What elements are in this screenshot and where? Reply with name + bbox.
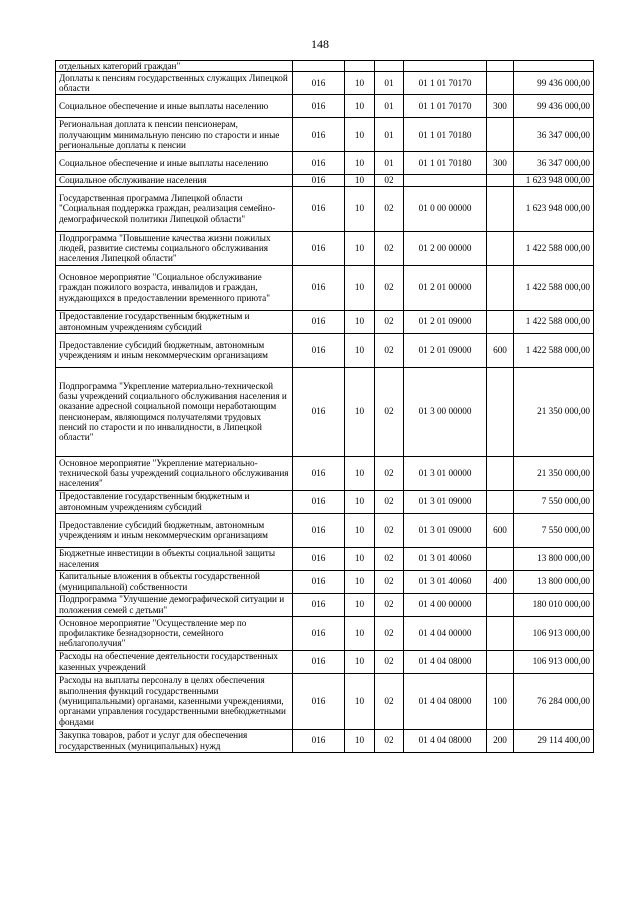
table-row <box>56 118 594 152</box>
row-amount-cell: 21 350 000,00 <box>514 367 594 456</box>
row-cs-cell: 01 3 01 09000 <box>404 513 487 547</box>
table-row <box>56 616 594 650</box>
row-gr-cell: 016 <box>293 593 345 616</box>
row-name-cell: Расходы на выплаты персоналу в целях обеспечения выполнения функций государственными (муниципальными) органами, казенными учреждениями, органами управления государственными внебюджетными фондами <box>56 673 293 729</box>
row-gr-cell: 016 <box>293 152 345 175</box>
row-gr-cell: 016 <box>293 72 345 95</box>
row-amount-cell: 1 422 588 000,00 <box>514 333 594 367</box>
row-rz-cell: 10 <box>345 231 375 265</box>
row-name-cell: Социальное обслуживание населения <box>56 175 293 186</box>
row-gr-cell: 016 <box>293 367 345 456</box>
row-cs-cell: 01 3 00 00000 <box>404 367 487 456</box>
budget-table <box>55 60 594 753</box>
row-amount-cell: 13 800 000,00 <box>514 547 594 570</box>
row-cs-cell: 01 4 04 00000 <box>404 616 487 650</box>
row-gr-cell: 016 <box>293 547 345 570</box>
table-row <box>56 310 594 333</box>
row-name-cell: Социальное обеспечение и иные выплаты населению <box>56 152 293 175</box>
row-vr-cell: 100 <box>487 673 514 729</box>
table-row <box>56 333 594 367</box>
row-pr-cell: 01 <box>375 95 404 118</box>
row-amount-cell: 1 623 948 000,00 <box>514 186 594 231</box>
row-rz-cell <box>345 61 375 72</box>
row-rz-cell: 10 <box>345 333 375 367</box>
row-gr-cell: 016 <box>293 310 345 333</box>
row-amount-cell: 99 436 000,00 <box>514 95 594 118</box>
row-vr-cell <box>487 310 514 333</box>
row-gr-cell: 016 <box>293 673 345 729</box>
row-vr-cell <box>487 593 514 616</box>
table-row <box>56 547 594 570</box>
row-pr-cell: 02 <box>375 650 404 673</box>
table-row <box>56 265 594 310</box>
table-row <box>56 673 594 729</box>
row-name-cell: Подпрограмма "Укрепление материально-технической базы учреждений социального обслуживания населения и оказание адресной социальной помощи неработающим пенсионерам, являющимся получателями трудовых пенсий по старости и по инвалидности, в Липецкой области" <box>56 367 293 456</box>
row-rz-cell: 10 <box>345 490 375 513</box>
row-name-cell: Расходы на обеспечение деятельности государственных казенных учреждений <box>56 650 293 673</box>
row-cs-cell: 01 1 01 70180 <box>404 118 487 152</box>
table-row <box>56 61 594 72</box>
row-name-cell: Подпрограмма "Повышение качества жизни пожилых людей, развитие системы социального обслуживания населения Липецкой области" <box>56 231 293 265</box>
row-rz-cell: 10 <box>345 616 375 650</box>
row-amount-cell: 7 550 000,00 <box>514 513 594 547</box>
row-vr-cell: 600 <box>487 333 514 367</box>
row-pr-cell: 02 <box>375 593 404 616</box>
row-rz-cell: 10 <box>345 118 375 152</box>
row-rz-cell: 10 <box>345 513 375 547</box>
row-amount-cell: 13 800 000,00 <box>514 570 594 593</box>
row-rz-cell: 10 <box>345 72 375 95</box>
page-number: 148 <box>311 37 329 51</box>
row-name-cell: Подпрограмма "Улучшение демографической ситуации и положения семей с детьми" <box>56 593 293 616</box>
row-rz-cell: 10 <box>345 95 375 118</box>
row-gr-cell: 016 <box>293 95 345 118</box>
table-row <box>56 367 594 456</box>
row-pr-cell: 02 <box>375 570 404 593</box>
row-vr-cell <box>487 118 514 152</box>
row-gr-cell: 016 <box>293 118 345 152</box>
row-pr-cell: 02 <box>375 456 404 490</box>
table-row <box>56 456 594 490</box>
row-pr-cell: 01 <box>375 118 404 152</box>
row-vr-cell: 400 <box>487 570 514 593</box>
row-gr-cell: 016 <box>293 175 345 186</box>
row-rz-cell: 10 <box>345 186 375 231</box>
row-cs-cell: 01 1 01 70170 <box>404 95 487 118</box>
row-cs-cell: 01 3 01 40060 <box>404 570 487 593</box>
row-amount-cell: 7 550 000,00 <box>514 490 594 513</box>
table-row <box>56 570 594 593</box>
row-name-cell: Предоставление государственным бюджетным и автономным учреждениям субсидий <box>56 490 293 513</box>
row-pr-cell: 02 <box>375 265 404 310</box>
row-rz-cell: 10 <box>345 175 375 186</box>
row-vr-cell: 600 <box>487 513 514 547</box>
row-cs-cell: 01 1 01 70180 <box>404 152 487 175</box>
row-rz-cell: 10 <box>345 570 375 593</box>
row-name-cell: Доплаты к пенсиям государственных служащих Липецкой области <box>56 72 293 95</box>
row-pr-cell <box>375 61 404 72</box>
row-gr-cell <box>293 61 345 72</box>
row-cs-cell: 01 0 00 00000 <box>404 186 487 231</box>
row-vr-cell <box>487 265 514 310</box>
row-rz-cell: 10 <box>345 265 375 310</box>
table-row <box>56 490 594 513</box>
row-rz-cell: 10 <box>345 547 375 570</box>
row-cs-cell <box>404 175 487 186</box>
row-pr-cell: 02 <box>375 186 404 231</box>
row-name-cell: Закупка товаров, работ и услуг для обеспечения государственных (муниципальных) нужд <box>56 729 293 752</box>
row-vr-cell <box>487 547 514 570</box>
row-amount-cell: 21 350 000,00 <box>514 456 594 490</box>
row-vr-cell: 300 <box>487 152 514 175</box>
row-rz-cell: 10 <box>345 650 375 673</box>
row-name-cell: Основное мероприятие "Социальное обслуживание граждан пожилого возраста, инвалидов и граждан, нуждающихся в предоставлении временного приюта" <box>56 265 293 310</box>
table-row <box>56 175 594 186</box>
row-amount-cell: 99 436 000,00 <box>514 72 594 95</box>
row-rz-cell: 10 <box>345 456 375 490</box>
row-gr-cell: 016 <box>293 231 345 265</box>
table-row <box>56 650 594 673</box>
row-pr-cell: 02 <box>375 513 404 547</box>
row-rz-cell: 10 <box>345 310 375 333</box>
row-pr-cell: 02 <box>375 175 404 186</box>
table-row <box>56 593 594 616</box>
row-pr-cell: 02 <box>375 673 404 729</box>
row-amount-cell: 36 347 000,00 <box>514 118 594 152</box>
row-amount-cell: 76 284 000,00 <box>514 673 594 729</box>
row-pr-cell: 02 <box>375 310 404 333</box>
row-cs-cell: 01 2 00 00000 <box>404 231 487 265</box>
row-cs-cell: 01 3 01 40060 <box>404 547 487 570</box>
row-cs-cell: 01 2 01 09000 <box>404 333 487 367</box>
row-name-cell: Предоставление субсидий бюджетным, автономным учреждениям и иным некоммерческим организациям <box>56 333 293 367</box>
row-vr-cell: 200 <box>487 729 514 752</box>
row-name-cell: Предоставление государственным бюджетным и автономным учреждениям субсидий <box>56 310 293 333</box>
table-row <box>56 231 594 265</box>
row-amount-cell: 29 114 400,00 <box>514 729 594 752</box>
row-pr-cell: 01 <box>375 152 404 175</box>
row-vr-cell <box>487 72 514 95</box>
row-pr-cell: 02 <box>375 367 404 456</box>
row-cs-cell: 01 4 04 08000 <box>404 673 487 729</box>
row-gr-cell: 016 <box>293 570 345 593</box>
row-amount-cell: 1 623 948 000,00 <box>514 175 594 186</box>
row-name-cell: Капитальные вложения в объекты государственной (муниципальной) собственности <box>56 570 293 593</box>
row-gr-cell: 016 <box>293 456 345 490</box>
row-name-cell: Предоставление субсидий бюджетным, автономным учреждениям и иным некоммерческим организациям <box>56 513 293 547</box>
row-cs-cell: 01 4 04 08000 <box>404 729 487 752</box>
row-amount-cell: 36 347 000,00 <box>514 152 594 175</box>
row-gr-cell: 016 <box>293 490 345 513</box>
row-cs-cell: 01 4 00 00000 <box>404 593 487 616</box>
row-pr-cell: 02 <box>375 616 404 650</box>
table-row <box>56 186 594 231</box>
row-cs-cell: 01 2 01 00000 <box>404 265 487 310</box>
row-vr-cell <box>487 616 514 650</box>
row-name-cell: отдельных категорий граждан" <box>56 61 293 72</box>
row-cs-cell <box>404 61 487 72</box>
row-cs-cell: 01 4 04 08000 <box>404 650 487 673</box>
row-name-cell: Социальное обеспечение и иные выплаты населению <box>56 95 293 118</box>
row-rz-cell: 10 <box>345 729 375 752</box>
row-pr-cell: 02 <box>375 333 404 367</box>
row-name-cell: Региональная доплата к пенсии пенсионерам, получающим минимальную пенсию по старости и иные региональные доплаты к пенсии <box>56 118 293 152</box>
row-vr-cell <box>487 61 514 72</box>
row-rz-cell: 10 <box>345 673 375 729</box>
table-row <box>56 72 594 95</box>
row-name-cell: Бюджетные инвестиции в объекты социальной защиты населения <box>56 547 293 570</box>
row-rz-cell: 10 <box>345 152 375 175</box>
row-amount-cell: 1 422 588 000,00 <box>514 310 594 333</box>
row-pr-cell: 01 <box>375 72 404 95</box>
row-amount-cell: 106 913 000,00 <box>514 616 594 650</box>
row-pr-cell: 02 <box>375 490 404 513</box>
budget-table-body <box>56 61 594 753</box>
row-name-cell: Государственная программа Липецкой области "Социальная поддержка граждан, реализация семейно-демографической политики Липецкой области" <box>56 186 293 231</box>
row-gr-cell: 016 <box>293 513 345 547</box>
row-amount-cell: 180 010 000,00 <box>514 593 594 616</box>
table-row <box>56 95 594 118</box>
row-name-cell: Основное мероприятие "Осуществление мер по профилактике безнадзорности, семейного неблагополучия" <box>56 616 293 650</box>
row-gr-cell: 016 <box>293 186 345 231</box>
row-amount-cell: 1 422 588 000,00 <box>514 231 594 265</box>
row-vr-cell <box>487 650 514 673</box>
row-rz-cell: 10 <box>345 367 375 456</box>
row-vr-cell <box>487 367 514 456</box>
table-row <box>56 152 594 175</box>
row-vr-cell: 300 <box>487 95 514 118</box>
row-cs-cell: 01 3 01 00000 <box>404 456 487 490</box>
row-amount-cell: 1 422 588 000,00 <box>514 265 594 310</box>
row-cs-cell: 01 3 01 09000 <box>404 490 487 513</box>
row-gr-cell: 016 <box>293 265 345 310</box>
row-amount-cell: 106 913 000,00 <box>514 650 594 673</box>
row-pr-cell: 02 <box>375 729 404 752</box>
table-row <box>56 513 594 547</box>
row-gr-cell: 016 <box>293 729 345 752</box>
table-row <box>56 729 594 752</box>
row-vr-cell <box>487 175 514 186</box>
row-cs-cell: 01 2 01 09000 <box>404 310 487 333</box>
row-vr-cell <box>487 231 514 265</box>
row-gr-cell: 016 <box>293 616 345 650</box>
row-rz-cell: 10 <box>345 593 375 616</box>
row-pr-cell: 02 <box>375 547 404 570</box>
row-vr-cell <box>487 490 514 513</box>
row-amount-cell <box>514 61 594 72</box>
row-pr-cell: 02 <box>375 231 404 265</box>
row-cs-cell: 01 1 01 70170 <box>404 72 487 95</box>
row-gr-cell: 016 <box>293 333 345 367</box>
row-vr-cell <box>487 456 514 490</box>
row-vr-cell <box>487 186 514 231</box>
row-gr-cell: 016 <box>293 650 345 673</box>
row-name-cell: Основное мероприятие "Укрепление материально-технической базы учреждений социального обслуживания населения" <box>56 456 293 490</box>
